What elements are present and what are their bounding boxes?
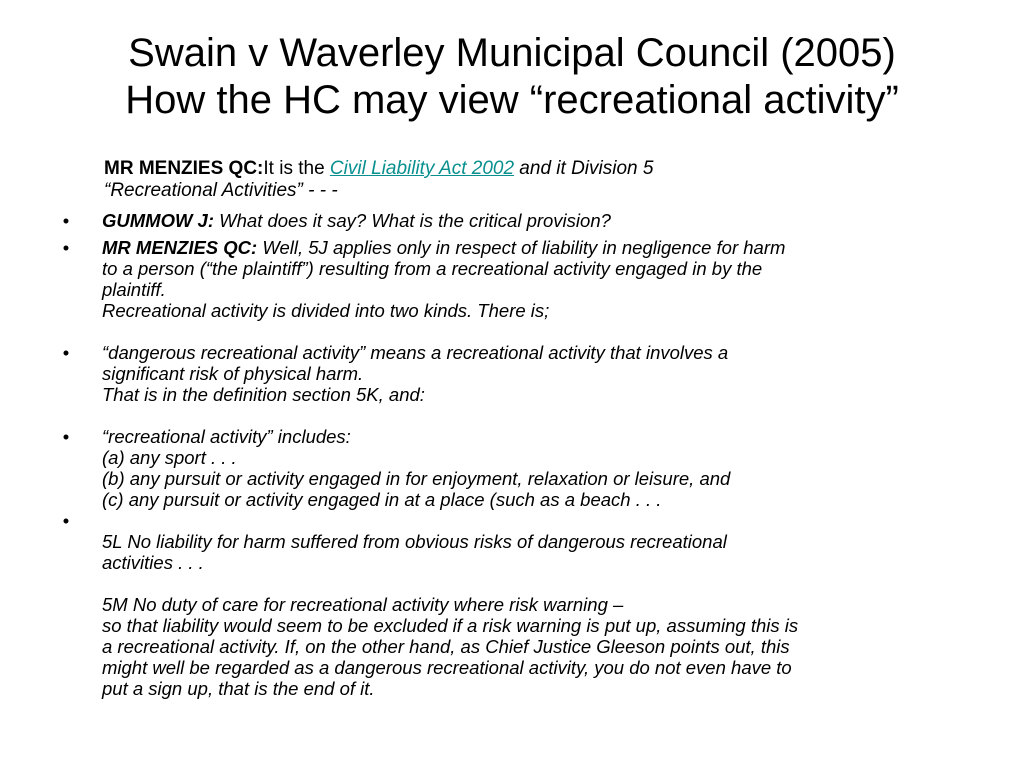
bullet-icon: • <box>62 237 70 258</box>
bullet-line: 5M No duty of care for recreational activity where risk warning – <box>102 594 624 615</box>
speaker-label: MR MENZIES QC: <box>102 237 258 258</box>
slide-title <box>20 30 1004 124</box>
bullet-line: a recreational activity. If, on the other hand, as Chief Justice Gleeson points out, this <box>102 636 790 657</box>
bullet-icon: • <box>62 342 70 363</box>
intro-text: and it Division 5 <box>514 158 654 179</box>
bullet-line: put a sign up, that is the end of it. <box>102 678 375 699</box>
list-item <box>56 510 966 699</box>
intro-line-1 <box>104 158 984 180</box>
bullet-line: 5L No liability for harm suffered from obvious risks of dangerous recreational <box>102 531 727 552</box>
bullet-line: (b) any pursuit or activity engaged in for enjoyment, relaxation or leisure, and <box>102 468 731 489</box>
bullet-line: (c) any pursuit or activity engaged in at a place (such as a beach . . . <box>102 489 662 510</box>
bullet-line <box>102 210 966 231</box>
intro-line-2: “Recreational Activities” - - - <box>104 180 338 201</box>
speaker-label: GUMMOW J: <box>102 210 215 231</box>
bullet-icon: • <box>62 510 70 531</box>
bullet-line: That is in the definition section 5K, and: <box>102 384 425 405</box>
list-item <box>56 210 966 231</box>
bullet-line: Recreational activity is divided into two kinds. There is; <box>102 300 550 321</box>
bullet-line: significant risk of physical harm. <box>102 363 364 384</box>
bullet-line: activities . . . <box>102 552 204 573</box>
title-line-2: How the HC may view “recreational activity” <box>125 78 899 122</box>
spacer <box>102 321 966 342</box>
spacer <box>102 510 966 531</box>
bullet-line: (a) any sport . . . <box>102 447 237 468</box>
bullet-line: “recreational activity” includes: <box>102 426 351 447</box>
list-item <box>56 426 966 510</box>
bullet-line: so that liability would seem to be excluded if a risk warning is put up, assuming this is <box>102 615 799 636</box>
bullet-text: What does it say? What is the critical provision? <box>214 210 611 231</box>
intro-paragraph <box>104 158 984 202</box>
spacer <box>102 405 966 426</box>
bullet-text: Well, 5J applies only in respect of liability in negligence for harm <box>257 237 786 258</box>
list-item <box>56 342 966 426</box>
spacer <box>102 573 966 594</box>
bullet-line: might well be regarded as a dangerous recreational activity, you do not even have to <box>102 657 792 678</box>
list-item <box>56 237 966 342</box>
bullet-line: “dangerous recreational activity” means a recreational activity that involves a <box>102 342 729 363</box>
bullet-line <box>102 237 966 258</box>
intro-text: It is the <box>263 158 330 179</box>
speaker-label: MR MENZIES QC: <box>104 158 264 179</box>
bullet-line: plaintiff. <box>102 279 166 300</box>
bullet-icon: • <box>62 210 70 231</box>
act-link[interactable]: Civil Liability Act 2002 <box>329 158 515 179</box>
title-line-1: Swain v Waverley Municipal Council (2005) <box>128 31 896 75</box>
bullet-line: to a person (“the plaintiff”) resulting from a recreational activity engaged in by the <box>102 258 763 279</box>
bullet-list <box>56 210 966 699</box>
bullet-icon: • <box>62 426 70 447</box>
